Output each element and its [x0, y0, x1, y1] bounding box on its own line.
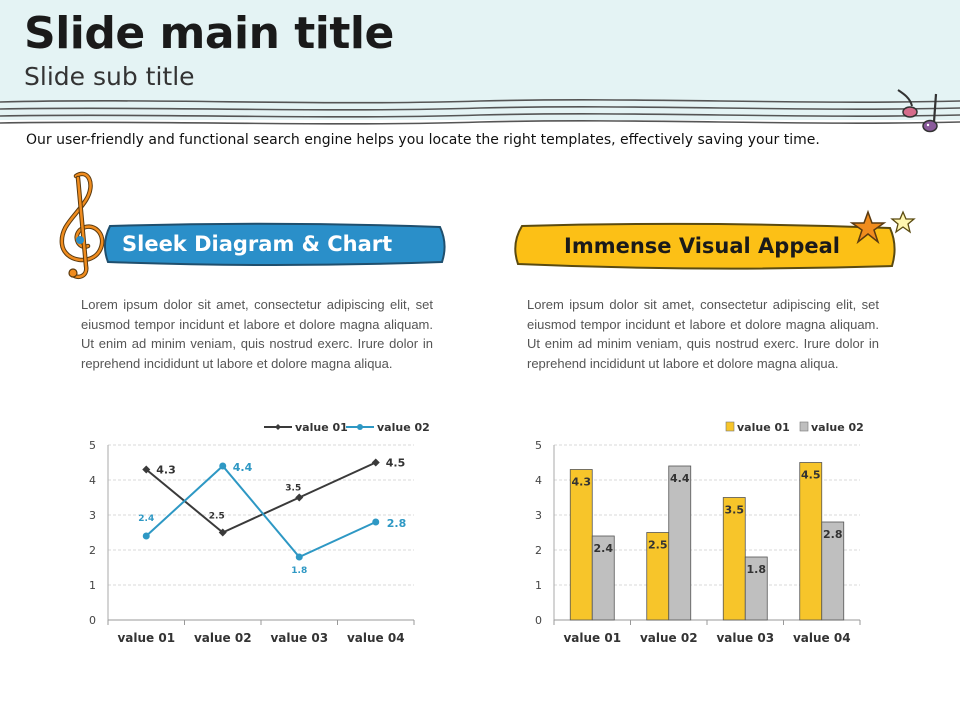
y-tick-label: 0 [535, 614, 542, 627]
y-tick-label: 3 [89, 509, 96, 522]
data-label: 1.8 [291, 566, 308, 576]
data-label: 4.5 [385, 456, 406, 470]
y-tick-label: 0 [89, 614, 96, 627]
y-tick-label: 2 [535, 544, 542, 557]
music-staff-lines [0, 96, 960, 132]
data-label: 4.3 [571, 475, 591, 489]
data-point [143, 533, 150, 540]
legend-label: value 01 [295, 421, 348, 434]
y-tick-label: 3 [535, 509, 542, 522]
data-point [219, 463, 226, 470]
x-tick-label: value 03 [270, 631, 329, 645]
music-note-icon [890, 86, 950, 138]
y-tick-label: 4 [535, 474, 542, 487]
x-tick-label: value 02 [639, 631, 698, 645]
y-tick-label: 5 [89, 439, 96, 452]
legend-marker [357, 424, 363, 430]
legend-label: value 02 [377, 421, 430, 434]
series-line [146, 463, 376, 533]
banner-sleek-diagram [100, 222, 448, 266]
legend-swatch [800, 422, 808, 431]
data-label: 2.5 [648, 538, 668, 552]
x-tick-label: value 03 [716, 631, 775, 645]
bar [669, 466, 691, 620]
legend-marker [275, 424, 281, 430]
line-chart [74, 410, 434, 655]
data-label: 4.4 [232, 461, 253, 474]
data-label: 4.4 [670, 472, 690, 485]
data-point [295, 494, 303, 502]
star-icon [848, 208, 920, 248]
intro-text: Our user-friendly and functional search engine helps you locate the right templates, effectively saving your time. [26, 132, 820, 148]
treble-clef-icon [56, 170, 116, 282]
banner-label: Immense Visual Appeal [564, 234, 840, 258]
data-label: 2.8 [823, 528, 843, 541]
x-tick-label: value 04 [346, 631, 405, 645]
section-paragraph: Lorem ipsum dolor sit amet, consectetur adipiscing elit, set eiusmod tempor incidunt et labore et dolore magna aliquam. Ut enim ad minim veniam, quis nostrud exerc. Irure dolor in reprehend incididunt ut labore et dolore magna aliqua. [527, 297, 879, 371]
y-tick-label: 1 [535, 579, 542, 592]
section-paragraph: Lorem ipsum dolor sit amet, consectetur adipiscing elit, set eiusmod tempor incidunt et labore et dolore magna aliquam. Ut enim ad minim veniam, quis nostrud exerc. Irure dolor in reprehend incididunt ut labore et dolore magna aliqua. [81, 297, 433, 371]
bar-chart [520, 410, 880, 655]
x-tick-label: value 02 [193, 631, 252, 645]
data-point [372, 519, 379, 526]
data-point [296, 554, 303, 561]
data-label: 4.5 [801, 468, 821, 482]
x-tick-label: value 01 [563, 631, 622, 645]
legend-label: value 01 [737, 421, 790, 434]
y-tick-label: 1 [89, 579, 96, 592]
y-tick-label: 4 [89, 474, 96, 487]
data-label: 3.5 [285, 483, 302, 494]
page-title: Slide main title [24, 8, 394, 59]
data-label: 2.4 [593, 542, 613, 555]
banner-visual-appeal [510, 222, 898, 270]
data-point [372, 459, 380, 467]
legend-swatch [726, 422, 734, 431]
y-tick-label: 2 [89, 544, 96, 557]
x-tick-label: value 01 [117, 631, 176, 645]
data-label: 2.8 [386, 517, 407, 530]
data-label: 3.5 [724, 503, 744, 517]
data-label: 1.8 [746, 563, 766, 576]
bar [570, 470, 592, 621]
y-tick-label: 5 [535, 439, 542, 452]
data-label: 4.3 [156, 463, 176, 477]
page-subtitle: Slide sub title [24, 62, 195, 91]
data-label: 2.4 [138, 514, 155, 524]
data-label: 2.5 [208, 511, 225, 522]
x-tick-label: value 04 [792, 631, 851, 645]
bar [800, 463, 822, 621]
banner-label: Sleek Diagram & Chart [122, 232, 393, 256]
legend-label: value 02 [811, 421, 864, 434]
